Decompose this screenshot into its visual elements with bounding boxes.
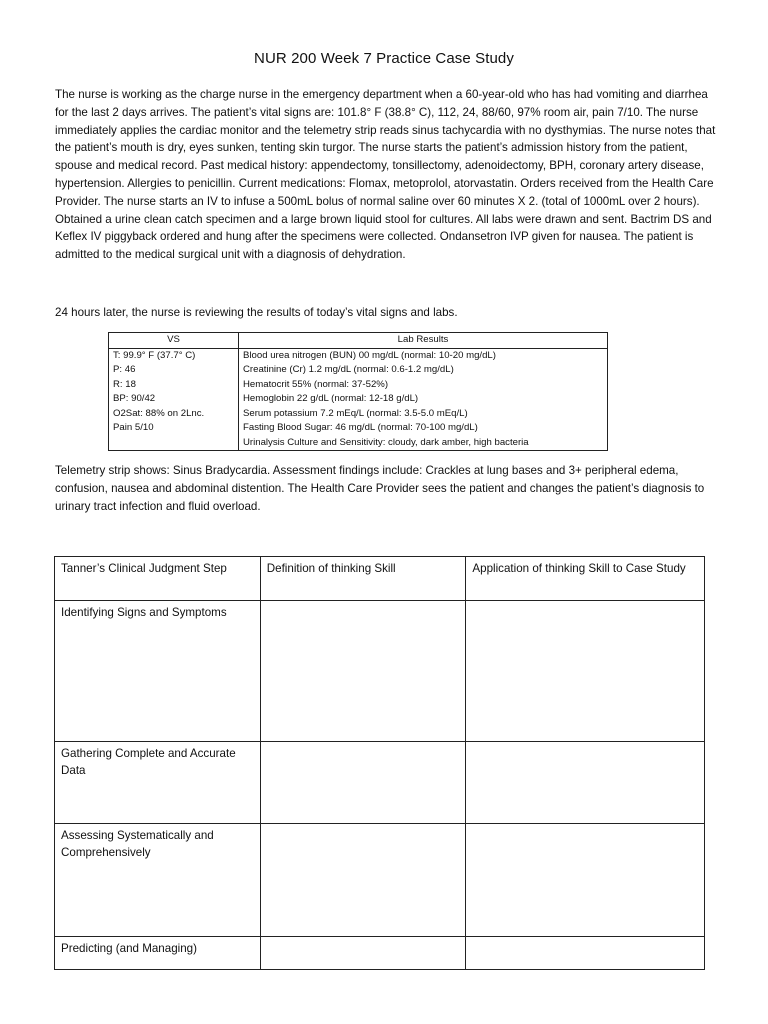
lab-cell: Urinalysis Culture and Sensitivity: cloudy, dark amber, high bacteria: [239, 436, 608, 451]
lab-cell: Hemoglobin 22 g/dL (normal: 12-18 g/dL): [239, 392, 608, 407]
definition-cell[interactable]: [260, 937, 466, 970]
step-label: Identifying Signs and Symptoms: [55, 601, 261, 742]
table-row: [55, 601, 705, 742]
table-row: [109, 392, 608, 407]
vs-cell: Pain 5/10: [109, 421, 239, 436]
application-cell[interactable]: [466, 824, 705, 937]
vs-cell: T: 99.9° F (37.7° C): [109, 348, 239, 363]
application-cell[interactable]: [466, 937, 705, 970]
table-row: [109, 378, 608, 393]
vs-cell: P: 46: [109, 363, 239, 378]
judgment-header-row: [55, 557, 705, 601]
table-row: [55, 937, 705, 970]
lab-cell: Creatinine (Cr) 1.2 mg/dL (normal: 0.6-1.2 mg/dL): [239, 363, 608, 378]
application-cell[interactable]: [466, 742, 705, 824]
table-row: [109, 407, 608, 422]
table-row: [109, 421, 608, 436]
definition-header: Definition of thinking Skill: [260, 557, 466, 601]
vs-cell: O2Sat: 88% on 2Lnc.: [109, 407, 239, 422]
page-title: NUR 200 Week 7 Practice Case Study: [254, 50, 514, 67]
definition-cell[interactable]: [260, 742, 466, 824]
step-label: Assessing Systematically and Comprehensively: [55, 824, 261, 937]
application-header: Application of thinking Skill to Case Study: [466, 557, 705, 601]
table-row: [109, 363, 608, 378]
step-label: Gathering Complete and Accurate Data: [55, 742, 261, 824]
telemetry-paragraph: Telemetry strip shows: Sinus Bradycardia. Assessment findings include: Crackles at lung bases and 3+ peripheral edema, confusion, nausea and abdominal distention. The Health Care Provider sees the patient and changes the patient’s diagnosis to urinary tract infection and fluid overload.: [55, 464, 705, 513]
table-row: [55, 742, 705, 824]
definition-cell[interactable]: [260, 601, 466, 742]
vs-cell: R: 18: [109, 378, 239, 393]
lab-cell: Serum potassium 7.2 mEq/L (normal: 3.5-5.0 mEq/L): [239, 407, 608, 422]
step-header: Tanner’s Clinical Judgment Step: [55, 557, 261, 601]
table-row: [109, 348, 608, 363]
labs-table-header-row: [109, 333, 608, 349]
definition-cell[interactable]: [260, 824, 466, 937]
lab-cell: Fasting Blood Sugar: 46 mg/dL (normal: 70-100 mg/dL): [239, 421, 608, 436]
case-intro-paragraph: The nurse is working as the charge nurse in the emergency department when a 60-year-old who has had vomiting and diarrhea for the last 2 days arrives. The patient’s vital signs are: 101.8° F (38.8° C), 112, 24, 88/60, 97% room air, pain 7/10. The nurse immediately applies the cardiac monitor and the telemetry strip reads sinus tachycardia with no dysthymias. The nurse notes that the patient’s mouth is dry, eyes sunken, tenting skin turgor. The nurse starts the patient’s admission history from the patient, spouse and medical record. Past medical history: appendectomy, tonsillectomy, adenoidectomy, BPH, coronary artery disease, hypertension. Allergies to penicillin. Current medications: Flomax, metoprolol, atorvastatin. Orders received from the Health Care Provider. The nurse starts an IV to infuse a 500mL bolus of normal saline over 60 minutes X 2. (total of 1000mL over 2 hours). Obtained a urine clean catch specimen and a large brown liquid stool for cultures. All labs were drawn and sent. Bactrim DS and Keflex IV piggyback ordered and hung after the specimens were collected. Ondansetron IVP given for nausea. The patient is admitted to the medical surgical unit with a diagnosis of dehydration.: [55, 88, 716, 262]
application-cell[interactable]: [466, 601, 705, 742]
vs-cell: BP: 90/42: [109, 392, 239, 407]
step-label: Predicting (and Managing): [55, 937, 261, 970]
vs-cell: [109, 436, 239, 451]
vs-header: VS: [109, 333, 239, 349]
lab-cell: Hematocrit 55% (normal: 37-52%): [239, 378, 608, 393]
vitals-labs-table: [108, 332, 608, 451]
lab-results-header: Lab Results: [239, 333, 608, 349]
table-row: [55, 824, 705, 937]
clinical-judgment-table: [54, 556, 705, 970]
review-paragraph: 24 hours later, the nurse is reviewing the results of today’s vital signs and labs.: [55, 306, 458, 319]
table-row: [109, 436, 608, 451]
lab-cell: Blood urea nitrogen (BUN) 00 mg/dL (normal: 10-20 mg/dL): [239, 348, 608, 363]
